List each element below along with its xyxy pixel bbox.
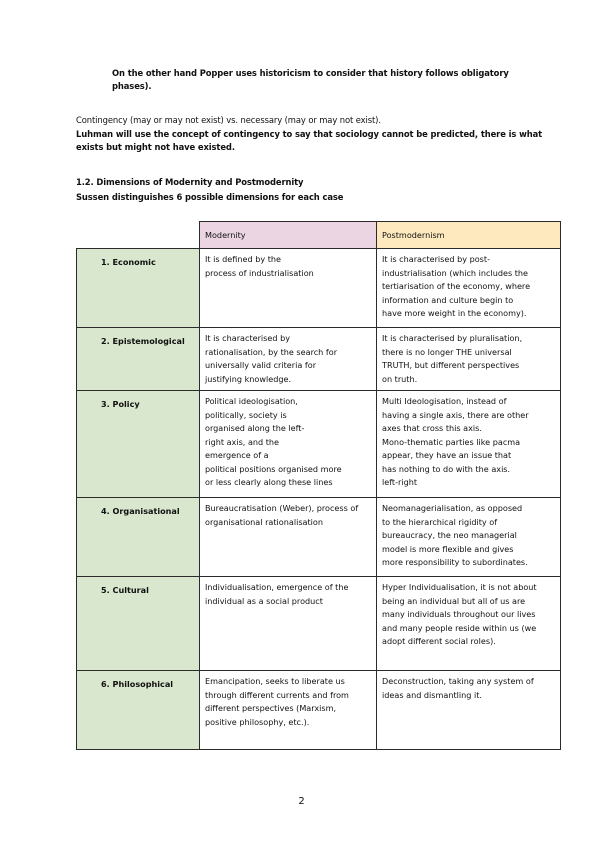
cell-line: Hyper Individualisation, it is not about (382, 582, 537, 592)
modernity-cell (200, 498, 377, 577)
table-row (77, 671, 561, 750)
cell-line: having a single axis, there are other (382, 409, 529, 420)
cell-line: have more weight in the economy). (382, 308, 527, 318)
cell-line: universally valid criteria for (205, 360, 317, 370)
table-row (77, 498, 561, 577)
cell-line: It is defined by the (205, 254, 281, 264)
luhman-line-2: exists but might not have existed. (76, 142, 235, 152)
cell-line: Deconstruction, taking any system of (382, 676, 534, 686)
luhman-line-1: Luhman will use the concept of contingency to say that sociology cannot be predicted, there is what (76, 129, 543, 139)
postmodernism-cell (377, 577, 561, 671)
modernity-cell (200, 577, 377, 671)
cell-line: axes that cross this axis. (382, 423, 482, 433)
cell-line: politically, society is (205, 409, 287, 420)
cell-line: Neomanagerialisation, as opposed (382, 503, 523, 513)
cell-line: left-right (382, 477, 418, 487)
cell-line: individual as a social product (205, 595, 323, 606)
row-label: 5. Cultural (77, 577, 200, 671)
cell-line: to the hierarchical rigidity of (382, 516, 498, 527)
cell-line: and many people reside within us (we (382, 622, 537, 633)
row-label: 2. Epistemological (77, 328, 200, 391)
section-subtitle: Sussen distinguishes 6 possible dimensions for each case (76, 192, 344, 202)
header-postmodernism: Postmodernism (377, 222, 561, 249)
row-label: 3. Policy (77, 391, 200, 498)
cell-line: organised along the left- (205, 423, 305, 433)
cell-line: being an individual but all of us are (382, 595, 526, 606)
cell-line: or less clearly along these lines (205, 477, 333, 487)
cell-line: bureaucracy, the neo managerial (382, 530, 517, 540)
postmodernism-cell (377, 671, 561, 750)
row-label: 4. Organisational (77, 498, 200, 577)
cell-line: emergence of a (205, 450, 269, 460)
cell-line: rationalisation, by the search for (205, 346, 338, 357)
cell-line: Emancipation, seeks to liberate us (205, 676, 345, 686)
cell-line: TRUTH, but different perspectives (382, 360, 520, 370)
cell-line: different perspectives (Marxism, (205, 703, 337, 713)
table-row (77, 328, 561, 391)
cell-line: industrialisation (which includes the (382, 267, 529, 278)
cell-line: tertiarisation of the economy, where (382, 281, 531, 291)
cell-line: more responsibility to subordinates. (382, 557, 528, 567)
popper-line-2: phases). (112, 81, 152, 91)
cell-line: political positions organised more (205, 463, 342, 474)
cell-line: Political ideologisation, (205, 396, 298, 406)
row-label: 6. Philosophical (77, 671, 200, 750)
popper-line-1: On the other hand Popper uses historicism to consider that history follows obligatory (112, 68, 509, 78)
table-row (77, 391, 561, 498)
table-row (77, 577, 561, 671)
cell-line: organisational rationalisation (205, 516, 324, 527)
cell-line: positive philosophy, etc.). (205, 716, 310, 727)
popper-paragraph (112, 67, 509, 93)
cell-line: there is no longer THE universal (382, 346, 512, 357)
cell-line: has nothing to do with the axis. (382, 463, 511, 474)
luhman-paragraph (76, 128, 542, 154)
postmodernism-cell (377, 328, 561, 391)
dimensions-table (76, 221, 561, 750)
cell-line: It is characterised by post- (382, 254, 490, 264)
page-number: 2 (298, 796, 305, 807)
header-modernity: Modernity (200, 222, 377, 249)
cell-line: model is more flexible and gives (382, 543, 514, 554)
postmodernism-cell (377, 249, 561, 328)
cell-line: adopt different social roles). (382, 636, 496, 646)
cell-line: Multi Ideologisation, instead of (382, 396, 507, 406)
cell-line: on truth. (382, 373, 418, 384)
cell-line: process of industrialisation (205, 267, 314, 278)
section-heading: 1.2. Dimensions of Modernity and Postmodernity (76, 177, 304, 187)
row-label: 1. Economic (77, 249, 200, 328)
cell-line: right axis, and the (205, 436, 280, 447)
table-header-row (77, 222, 561, 249)
postmodernism-cell (377, 498, 561, 577)
cell-line: ideas and dismantling it. (382, 689, 482, 700)
cell-line: information and culture begin to (382, 294, 514, 305)
cell-line: It is characterised by pluralisation, (382, 333, 523, 343)
postmodernism-cell (377, 391, 561, 498)
cell-line: appear, they have an issue that (382, 450, 512, 460)
cell-line: justifying knowledge. (205, 373, 292, 384)
modernity-cell (200, 249, 377, 328)
header-blank-cell (77, 222, 200, 249)
contingency-line: Contingency (may or may not exist) vs. necessary (may or may not exist). (76, 115, 381, 125)
modernity-cell (200, 328, 377, 391)
table-row (77, 249, 561, 328)
modernity-cell (200, 391, 377, 498)
cell-line: Mono-thematic parties like pacma (382, 436, 521, 447)
cell-line: Individualisation, emergence of the (205, 582, 349, 592)
cell-line: Bureaucratisation (Weber), process of (205, 503, 359, 513)
cell-line: through different currents and from (205, 689, 349, 700)
cell-line: many individuals throughout our lives (382, 609, 536, 619)
cell-line: It is characterised by (205, 333, 291, 343)
modernity-cell (200, 671, 377, 750)
